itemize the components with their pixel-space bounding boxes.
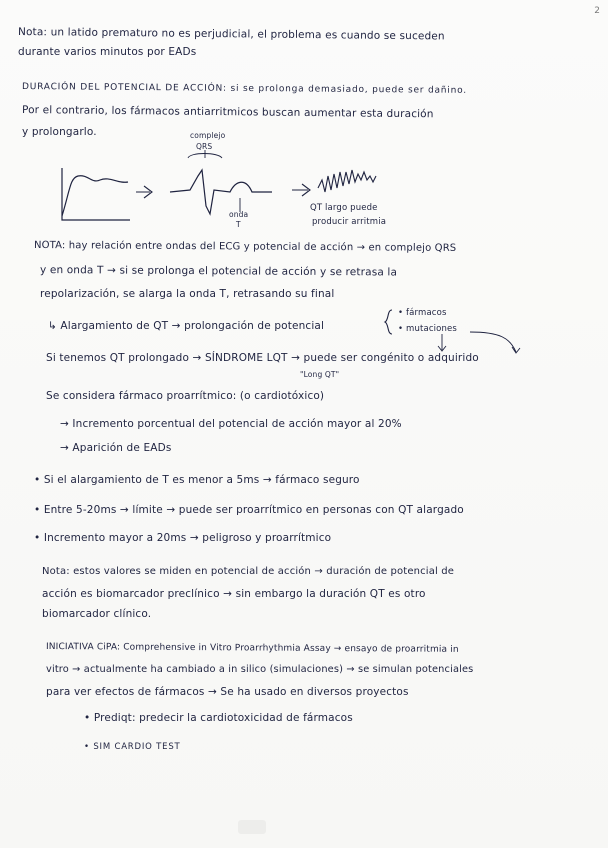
apd-line-3: y prolongarlo.	[22, 126, 97, 138]
apd-line-2: Por el contrario, los fármacos antiarritmicos buscan aumentar esta duración	[21, 104, 434, 121]
ecg-relation-note-3: repolarización, se alarga la onda T, retrasando su final	[40, 288, 335, 300]
arrow-1-icon	[136, 186, 152, 198]
ecg-trace-sketch	[170, 150, 272, 214]
biomarker-note-1: Nota: estos valores se miden en potencial de acción → duración de potencial de	[42, 566, 455, 577]
lqt-syndrome-line: Si tenemos QT prolongado → SÍNDROME LQT → puede ser congénito o adquirido	[46, 352, 479, 364]
section-heading-apd: DURACIÓN DEL POTENCIAL DE ACCIÓN: si se prolonga demasiado, puede ser dañino.	[21, 82, 467, 96]
project-sim-cardio-test: • SIM CARDIO TEST	[84, 742, 181, 752]
cipa-line-2: vitro → actualmente ha cambiado a in silico (simulaciones) → se simulan potenciales	[46, 664, 474, 675]
criterion-2: → Aparición de EADs	[60, 442, 172, 454]
biomarker-note-2: acción es biomarcador preclínico → sin embargo la duración QT es otro	[42, 588, 426, 600]
proarrhythmic-definition: Se considera fármaco proarrítmico: (o cardiotóxico)	[46, 390, 325, 402]
threshold-safe: • Si el alargamiento de T es menor a 5ms → fármaco seguro	[34, 474, 360, 486]
qt-prolongation-line: ↳ Alargamiento de QT → prolongación de potencial	[48, 320, 325, 332]
brace-item-farmacos: • fármacos	[398, 308, 447, 318]
criterion-1: → Incremento porcentual del potencial de acción mayor al 20%	[60, 418, 402, 430]
t-label-bottom: T	[236, 220, 241, 229]
ecg-relation-note-2: y en onda T → si se prolonga el potencial de acción y se retrasa la	[39, 264, 398, 279]
biomarker-note-3: biomarcador clínico.	[42, 608, 152, 620]
note-line-1: Nota: un latido prematuro no es perjudicial, el problema es cuando se suceden	[17, 26, 445, 43]
long-qt-note: "Long QT"	[300, 370, 340, 379]
cipa-line-3: para ver efectos de fármacos → Se ha usado en diversos proyectos	[46, 686, 409, 698]
arrhythmia-trace-sketch	[318, 170, 376, 192]
qrs-label-top: complejo	[190, 131, 226, 140]
action-potential-sketch	[62, 168, 130, 220]
qrs-label-bottom: QRS	[196, 142, 213, 151]
brace-item-mutaciones: • mutaciones	[398, 324, 458, 334]
arrow-2-icon	[292, 184, 310, 196]
curly-brace-icon	[383, 308, 395, 336]
project-prediqt: • Prediqt: predecir la cardiotoxicidad de fármacos	[84, 712, 353, 724]
note-line-2: durante varios minutos por EADs	[18, 46, 197, 58]
qt-note-1: QT largo puede	[310, 203, 378, 213]
qt-note-2: producir arritmia	[312, 217, 387, 227]
threshold-danger: • Incremento mayor a 20ms → peligroso y proarrítmico	[34, 532, 332, 544]
cipa-line-1: INICIATIVA CiPA: Comprehensive in Vitro Proarrhythmia Assay → ensayo de proarritmia in	[45, 642, 459, 655]
page-number: 2	[594, 6, 600, 16]
t-label-top: onda	[229, 210, 249, 219]
ecg-relation-note-1: NOTA: hay relación entre ondas del ECG y potencial de acción → en complejo QRS	[33, 240, 457, 254]
faint-stamp	[238, 820, 266, 834]
threshold-limit: • Entre 5-20ms → límite → puede ser proarrítmico en personas con QT alargado	[34, 504, 464, 516]
